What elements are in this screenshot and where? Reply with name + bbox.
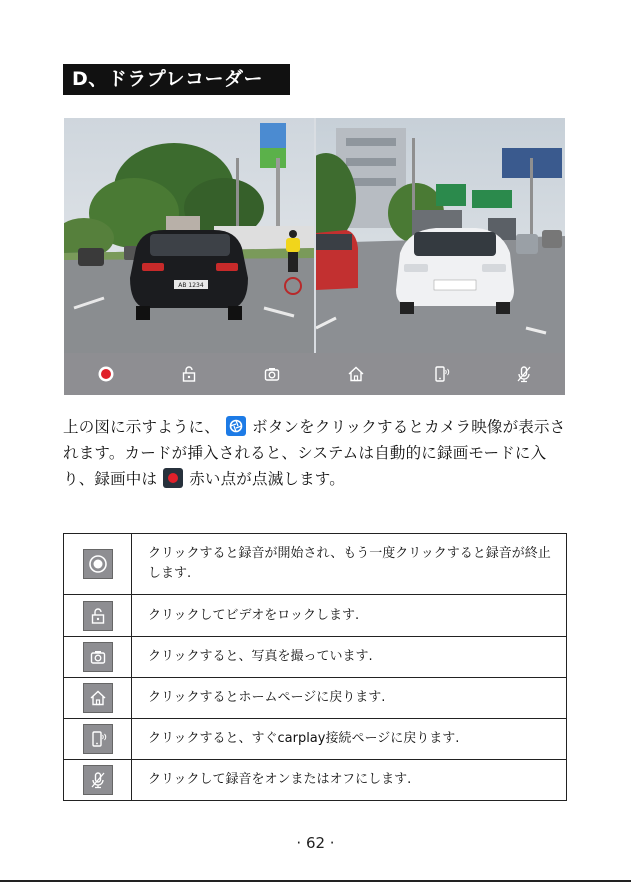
table-row	[64, 719, 567, 760]
paragraph-part2: ボタンをクリックするとカメラ映像が表示されます。カードが挿入されると、システムは自動的に録画モードに入り、録画中は	[63, 418, 566, 488]
table-desc-cell: クリックして録音をオンまたはオフにします.	[132, 760, 567, 801]
function-table	[63, 533, 567, 801]
lock-icon	[83, 601, 113, 631]
phone-icon[interactable]	[431, 364, 451, 384]
table-desc-cell: クリックするとホームページに戻ります.	[132, 678, 567, 719]
bottom-divider	[0, 880, 631, 882]
home-icon	[83, 683, 113, 713]
camera-icon[interactable]	[262, 364, 282, 384]
table-row	[64, 760, 567, 801]
home-icon[interactable]	[346, 364, 366, 384]
table-icon-cell	[64, 534, 132, 595]
page-number: · 62 ·	[296, 834, 335, 852]
table-icon-cell	[64, 719, 132, 760]
camera-icon	[83, 642, 113, 672]
table-desc-cell: クリックすると、写真を撮っています.	[132, 637, 567, 678]
record-icon[interactable]	[96, 364, 116, 384]
dashcam-app-icon	[226, 416, 246, 436]
phone-icon	[83, 724, 113, 754]
description-paragraph	[63, 414, 568, 492]
mic-mute-icon	[83, 765, 113, 795]
table-desc-cell: クリックすると録音が開始され、もう一度クリックすると録音が終止します.	[132, 534, 567, 595]
dashcam-preview	[64, 118, 565, 395]
camera-toolbar	[64, 353, 565, 395]
mic-mute-icon[interactable]	[514, 364, 534, 384]
table-row	[64, 534, 567, 595]
record-icon	[83, 549, 113, 579]
paragraph-part1: 上の図に示すように、	[63, 418, 221, 436]
table-row	[64, 595, 567, 637]
plate-left: AB 1234	[178, 282, 204, 289]
table-icon-cell	[64, 678, 132, 719]
paragraph-part3: 赤い点が点滅します。	[189, 470, 345, 488]
table-desc-cell: クリックすると、すぐcarplay接続ページに戻ります.	[132, 719, 567, 760]
table-icon-cell	[64, 637, 132, 678]
rear-camera-view	[316, 118, 565, 353]
table-icon-cell	[64, 595, 132, 637]
table-row	[64, 637, 567, 678]
table-desc-cell: クリックしてビデオをロックします.	[132, 595, 567, 637]
table-icon-cell	[64, 760, 132, 801]
recording-dot-icon	[163, 468, 183, 488]
table-row	[64, 678, 567, 719]
section-title: D、ドラプレコーダー	[63, 64, 290, 95]
front-camera-view	[64, 118, 314, 353]
lock-icon[interactable]	[179, 364, 199, 384]
